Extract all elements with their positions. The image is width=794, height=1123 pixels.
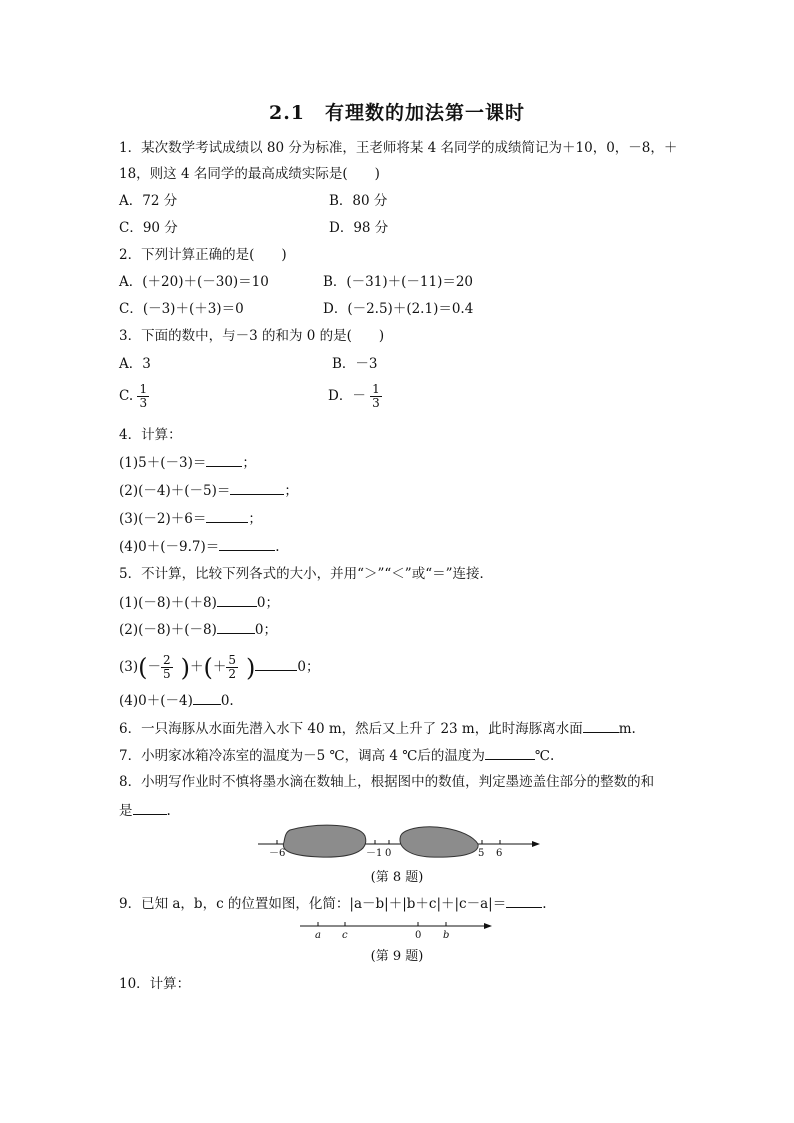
right-paren: ) [246, 653, 256, 682]
q7-text: 7．小明家冰箱冷冻室的温度为－5 ℃，调高 4 ℃后的温度为 [119, 748, 485, 764]
q4-part-1 [119, 452, 256, 473]
left-paren: ( [138, 653, 148, 682]
answer-blank[interactable] [217, 619, 255, 634]
q2-option-c: C．(－3)＋(＋3)＝0 [119, 301, 244, 317]
q5-part-3-end: 0； [297, 659, 320, 675]
tick-label: 0 [385, 848, 392, 859]
q8-stem-line2 [119, 800, 171, 821]
arrow-head-icon [532, 841, 540, 847]
q2-stem: 2．下列计算正确的是( ) [119, 247, 287, 263]
fraction-denominator: 3 [372, 396, 380, 410]
answer-blank[interactable] [230, 480, 284, 495]
tick-label: 6 [496, 848, 503, 859]
q3-option-c [119, 383, 149, 410]
answer-blank[interactable] [506, 893, 542, 908]
q4-part-1-expr: (1)5＋(－3)＝ [119, 455, 207, 471]
q8-line2-text: 是 [119, 803, 133, 819]
q1-option-d: D．98 分 [329, 220, 389, 236]
tick-label: 0 [415, 930, 422, 941]
fraction-numerator: 2 [163, 653, 171, 667]
answer-blank[interactable] [206, 508, 248, 523]
q4-part-3-expr: (3)(－2)＋6＝ [119, 511, 207, 527]
q5-part-2-expr: (2)(－8)＋(－8) [119, 622, 217, 638]
tick-label: c [342, 930, 348, 941]
q5-part-4-end: 0. [220, 693, 234, 709]
q6-end: m. [618, 721, 636, 737]
q2-option-a: A．(＋20)＋(－30)＝10 [119, 274, 269, 290]
q4-part-4-end: . [275, 539, 280, 555]
q3-option-d-label: D．－ [328, 388, 366, 404]
q2-option-d: D．(－2.5)＋(2.1)＝0.4 [323, 301, 474, 317]
tick-label: a [315, 930, 321, 941]
page-title: 2.1 有理数的加法第一课时 [268, 102, 526, 124]
q2-option-b: B．(－31)＋(－11)＝20 [323, 274, 474, 290]
fraction-denominator: 2 [228, 667, 237, 681]
q5-part-4 [119, 690, 234, 711]
q4-part-2-expr: (2)(－4)＋(－5)＝ [119, 483, 231, 499]
q9-number-line-figure [296, 918, 496, 942]
arrow-head-icon [484, 923, 492, 929]
q5-part-1-end: 0； [256, 595, 279, 611]
q5-part-2 [119, 619, 277, 640]
q3-option-d [328, 383, 382, 410]
tick-label: 5 [478, 848, 485, 859]
q9-stem [119, 893, 547, 914]
fraction-numerator: 1 [372, 382, 380, 396]
q4-part-3 [119, 508, 262, 529]
fraction-numerator: 1 [139, 382, 148, 396]
q6-stem [119, 718, 636, 739]
answer-blank[interactable] [217, 592, 257, 607]
q4-part-4 [119, 536, 280, 557]
q1-option-b: B．80 分 [329, 193, 388, 209]
q5-part-3-sign1: － [147, 659, 161, 675]
fraction-numerator: 5 [228, 653, 237, 667]
q3-option-d-fraction [370, 383, 382, 410]
q1-stem-line1: 1．某次数学考试成绩以 80 分为标准，王老师将某 4 名同学的成绩简记为＋10，0，－8，＋ [119, 140, 678, 156]
answer-blank[interactable] [193, 690, 221, 705]
q8-number-line-figure [250, 822, 550, 864]
q10-stem: 10．计算： [119, 976, 191, 992]
right-paren: ) [180, 653, 191, 682]
q5-part-3-fraction2 [226, 654, 238, 681]
q9-end: . [542, 896, 547, 912]
q9-figure-caption: (第 9 题) [370, 949, 424, 964]
answer-blank[interactable] [219, 536, 275, 551]
answer-blank[interactable] [485, 745, 535, 760]
q7-end: ℃. [534, 748, 555, 764]
answer-blank[interactable] [133, 800, 167, 815]
q5-part-1 [119, 592, 279, 613]
q5-part-1-expr: (1)(－8)＋(＋8) [119, 595, 217, 611]
answer-blank[interactable] [583, 718, 619, 733]
q8-figure-caption: (第 8 题) [370, 870, 424, 885]
q4-part-2 [119, 480, 298, 501]
q7-stem [119, 745, 554, 766]
left-paren: ( [203, 653, 213, 682]
q5-part-3-label: (3) [119, 659, 139, 675]
q5-part-4-expr: (4)0＋(－4) [119, 693, 193, 709]
q3-option-c-fraction [137, 383, 149, 410]
q5-part-3-sign2: ＋ [212, 659, 227, 675]
q3-stem: 3．下面的数中，与－3 的和为 0 的是( ) [119, 328, 385, 344]
q1-stem-line2: 18，则这 4 名同学的最高成绩实际是( ) [119, 166, 380, 182]
tick-label: －1 [366, 848, 383, 859]
q5-part-3-fraction1 [161, 654, 173, 681]
fraction-denominator: 3 [139, 396, 148, 410]
q4-part-4-expr: (4)0＋(－9.7)＝ [119, 539, 220, 555]
q5-stem: 5．不计算，比较下列各式的大小，并用“＞”“＜”或“＝”连接． [119, 566, 493, 582]
q3-option-a: A．3 [119, 356, 151, 372]
q3-option-b: B．－3 [332, 356, 378, 372]
ink-blot-left [283, 825, 365, 857]
q4-stem: 4．计算： [119, 427, 182, 443]
q6-text: 6．一只海豚从水面先潜入水下 40 m，然后又上升了 23 m，此时海豚离水面 [119, 721, 583, 737]
q1-option-c: C．90 分 [119, 220, 178, 236]
q5-part-2-end: 0； [254, 622, 277, 638]
tick-label: －6 [269, 848, 286, 859]
tick-label: b [443, 930, 450, 941]
q4-part-3-end: ； [248, 511, 262, 527]
q5-part-3 [119, 654, 320, 681]
q4-part-1-end: ； [242, 455, 256, 471]
q9-text: 9．已知 a，b，c 的位置如图，化简：|a－b|＋|b＋c|＋|c－a|＝ [119, 896, 507, 912]
fraction-denominator: 5 [163, 667, 171, 681]
q8-stem-line1: 8．小明写作业时不慎将墨水滴在数轴上，根据图中的数值，判定墨迹盖住部分的整数的和 [119, 774, 655, 790]
answer-blank[interactable] [206, 452, 242, 467]
q1-option-a: A．72 分 [119, 193, 178, 209]
q8-line2-end: . [166, 803, 171, 819]
q3-option-c-label: C. [119, 388, 134, 404]
ink-blot-right [400, 827, 478, 857]
q4-part-2-end: ； [284, 483, 298, 499]
answer-blank[interactable] [255, 656, 297, 671]
q5-part-3-plus: ＋ [190, 659, 204, 675]
